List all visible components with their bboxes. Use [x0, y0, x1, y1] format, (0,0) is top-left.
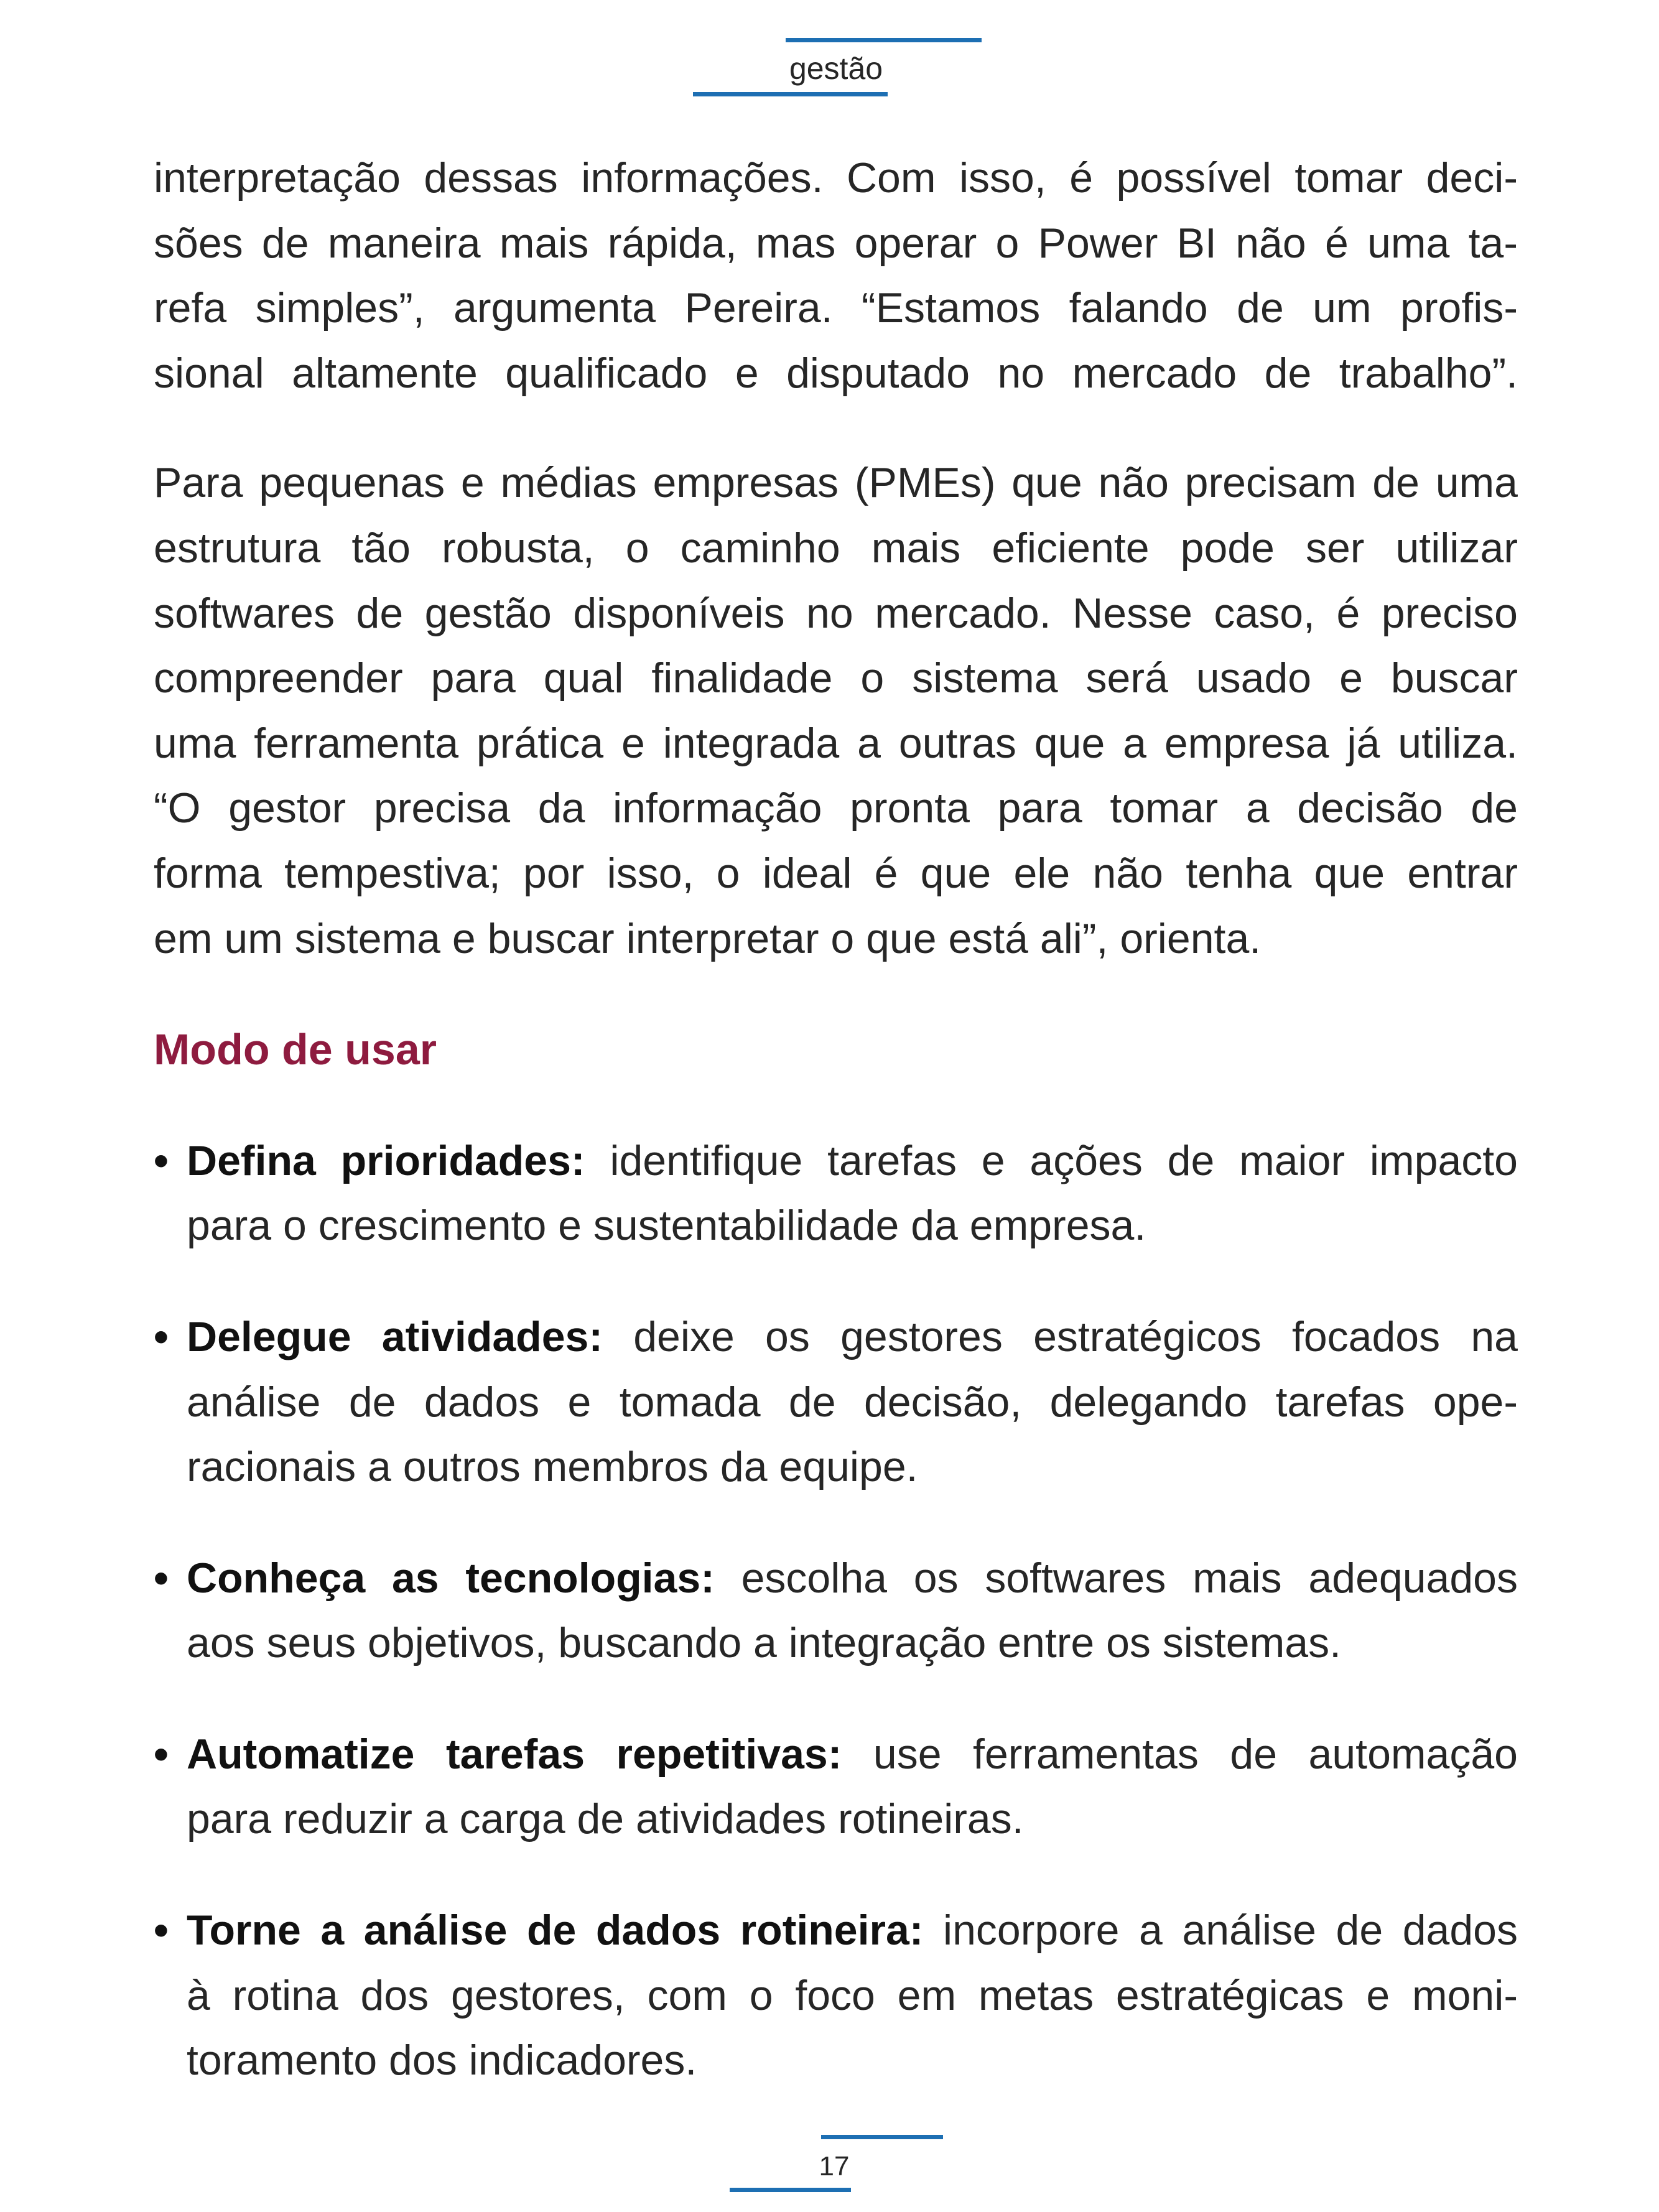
bullet-term: Defina prioridades:: [187, 1136, 585, 1184]
bullet-marker: •: [154, 1907, 169, 1954]
bullet-term: Delegue atividades:: [187, 1313, 603, 1360]
bullet-line: para o crescimento e sustentabilidade da empresa.: [187, 1202, 1146, 1250]
paragraph-line: sional altamente qualificado e disputado no mercado de trabalho”.: [154, 349, 1518, 397]
header-rule-top: [786, 38, 982, 42]
paragraph-line: estrutura tão robusta, o caminho mais eficiente pode ser utilizar: [154, 524, 1518, 572]
bullet-marker: •: [154, 1730, 169, 1778]
footer-rule-top: [821, 2135, 943, 2139]
bullet-line: análise de dados e tomada de decisão, delegando tarefas ope-: [187, 1378, 1518, 1426]
bullet-term: Torne a análise de dados rotineira:: [187, 1907, 924, 1954]
bullet-text: escolha os softwares mais adequados: [741, 1554, 1518, 1602]
paragraph-line: em um sistema e buscar interpretar o que está ali”, orienta.: [154, 914, 1262, 962]
bullet-text: incorpore a análise de dados: [943, 1907, 1518, 1954]
paragraph: [154, 450, 1518, 971]
bullet-item: [154, 1304, 1518, 1500]
bullet-text: use ferramentas de automação: [873, 1730, 1518, 1778]
bullet-line: [187, 1546, 1518, 1611]
article-body: [154, 146, 1518, 2093]
paragraph-line: interpretação dessas informações. Com isso, é possível tomar deci-: [154, 154, 1518, 202]
footer-rule-bottom: [730, 2188, 851, 2192]
bullet-line: [187, 1722, 1518, 1787]
bullet-line: [187, 1304, 1518, 1370]
bullet-line: racionais a outros membros da equipe.: [187, 1443, 918, 1491]
section-label: gestão: [789, 51, 883, 86]
paragraph-line: Para pequenas e médias empresas (PMEs) que não precisam de uma: [154, 459, 1518, 507]
paragraph: [154, 146, 1518, 406]
paragraph-line: softwares de gestão disponíveis no mercado. Nesse caso, é preciso: [154, 589, 1518, 637]
paragraph-line: forma tempestiva; por isso, o ideal é que ele não tenha que entrar: [154, 849, 1518, 897]
paragraph-line: refa simples”, argumenta Pereira. “Estamos falando de um profis-: [154, 284, 1518, 332]
paragraph-line: compreender para qual finalidade o sistema será usado e buscar: [154, 654, 1518, 702]
bullet-list: [154, 1128, 1518, 2093]
header-rule-bottom: [693, 92, 888, 96]
bullet-item: [154, 1546, 1518, 1676]
bullet-term: Conheça as tecnologias:: [187, 1554, 715, 1602]
bullet-item: [154, 1722, 1518, 1852]
bullet-marker: •: [154, 1554, 169, 1602]
bullet-term: Automatize tarefas repetitivas:: [187, 1730, 842, 1778]
bullet-item: [154, 1128, 1518, 1258]
bullet-item: [154, 1898, 1518, 2093]
paragraph-line: “O gestor precisa da informação pronta para tomar a decisão de: [154, 784, 1518, 832]
bullet-line: à rotina dos gestores, com o foco em metas estratégicas e moni-: [187, 1971, 1518, 2019]
bullet-line: para reduzir a carga de atividades rotineiras.: [187, 1795, 1024, 1843]
bullet-marker: •: [154, 1136, 169, 1184]
bullet-text: identifique tarefas e ações de maior impacto: [610, 1136, 1518, 1184]
page-number: 17: [819, 2151, 850, 2182]
bullet-marker: •: [154, 1313, 169, 1360]
bullet-line: toramento dos indicadores.: [187, 2037, 697, 2084]
paragraph-line: sões de maneira mais rápida, mas operar o Power BI não é uma ta-: [154, 219, 1518, 267]
bullet-line: aos seus objetivos, buscando a integração entre os sistemas.: [187, 1619, 1341, 1667]
bullet-line: [187, 1128, 1518, 1194]
paragraph-line: uma ferramenta prática e integrada a outras que a empresa já utiliza.: [154, 719, 1518, 767]
bullet-line: [187, 1898, 1518, 1963]
bullet-text: deixe os gestores estratégicos focados na: [633, 1313, 1518, 1360]
section-heading: Modo de usar: [154, 1025, 437, 1074]
